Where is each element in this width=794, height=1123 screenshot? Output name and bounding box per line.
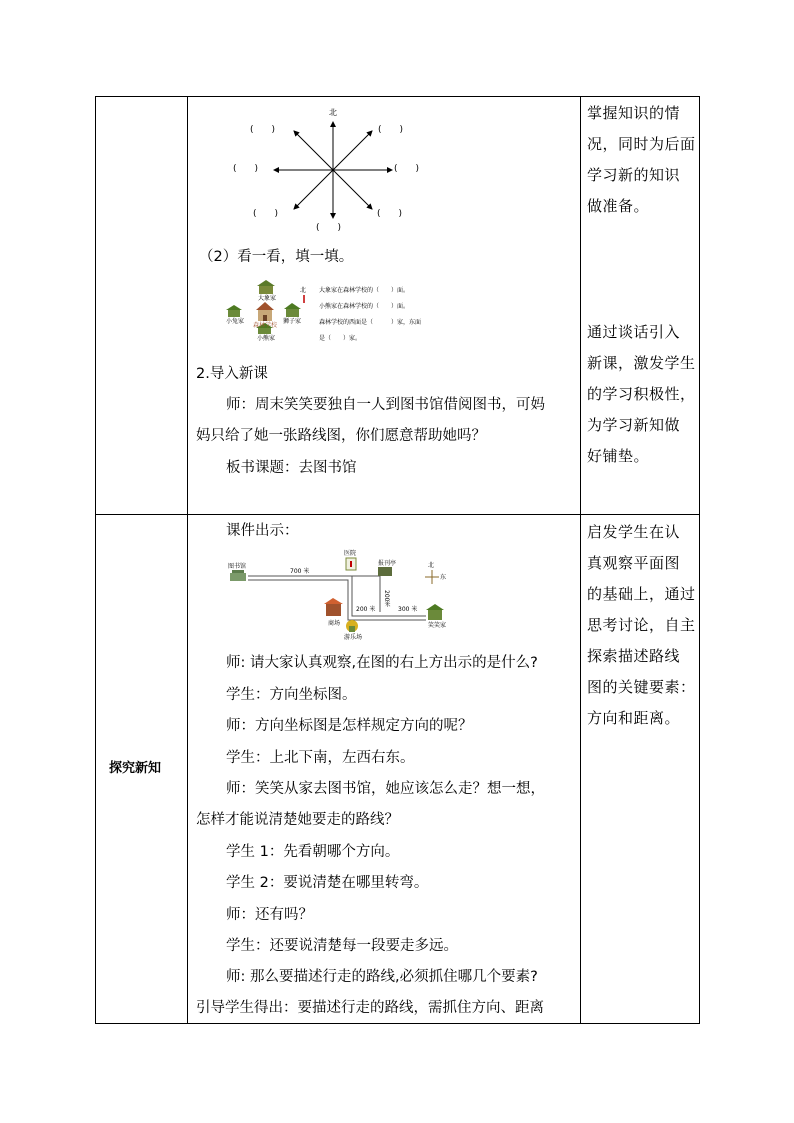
fill-line: 小熊家在森林学校的（ ）面。 [319, 303, 410, 310]
note-line: 学习新的知识 [587, 166, 681, 184]
note-line: 思考讨论，自主 [587, 616, 696, 634]
note-line: 探索描述路线 [587, 647, 681, 665]
label-north: 北 [428, 562, 435, 569]
note-line: 图的关键要素： [587, 678, 696, 696]
small-map-north: 北 [300, 287, 307, 294]
note-line: 掌握知识的情 [587, 104, 681, 122]
label-bear-home: 小熊家 [257, 335, 276, 342]
board-title: 板书课题：去图书馆 [226, 460, 357, 476]
label-home: 笑笑家 [428, 622, 447, 629]
hospital-icon [346, 558, 356, 570]
blank-northwest: ( ) [250, 125, 276, 135]
fill-line: 是（ ）家。 [319, 335, 362, 342]
compass-north-label: 北 [329, 108, 337, 117]
dialogue-line: 引导学生得出：要描述行走的路线，需抓住方向、距离 [196, 1000, 544, 1016]
blank-southwest: ( ) [253, 209, 279, 219]
section-2-title: 2.导入新课 [196, 366, 268, 382]
label-park: 游乐场 [344, 634, 363, 641]
dialogue-line: 师: 请大家认真观察,在图的右上方出示的是什么? [226, 655, 538, 671]
paragraph-line: 师：周末笑笑要独自一人到图书馆借阅图书，可妈 [226, 397, 545, 413]
direction-axis-icon [425, 570, 439, 584]
label-700m: 700 米 [290, 568, 310, 575]
label-hospital: 医院 [344, 550, 357, 557]
note-line: 方向和距离。 [587, 709, 681, 727]
dialogue-line: 师: 那么要描述行走的路线,必须抓住哪几个要素? [226, 969, 538, 985]
note-line: 新课，激发学生 [587, 354, 696, 372]
blank-southeast: ( ) [377, 209, 403, 219]
label-elephant-home: 大象家 [258, 295, 277, 302]
label-rabbit-home: 小兔家 [226, 318, 245, 325]
dialogue-line: 学生：方向坐标图。 [226, 687, 357, 703]
note-line: 为学习新知做 [587, 416, 681, 434]
dialogue-line: 学生：上北下南，左西右东。 [226, 750, 415, 766]
label-200m: 200 米 [356, 606, 376, 613]
dialogue-line: 学生 1：先看朝哪个方向。 [226, 844, 400, 860]
dialogue-line: 怎样才能说清楚她要走的路线？ [196, 812, 399, 828]
label-east: 东 [440, 574, 447, 581]
blank-east: ( ) [394, 164, 420, 174]
note-line: 通过谈话引入 [587, 323, 681, 341]
blank-south: ( ) [316, 223, 342, 233]
kiosk-icon [378, 567, 392, 576]
label-library: 图书馆 [228, 563, 247, 570]
row-label-explore: 探究新知 [109, 761, 162, 776]
note-line: 的学习积极性， [587, 385, 696, 403]
dialogue-line: 师：笑笑从家去图书馆，她应该怎么走？想一想， [226, 781, 545, 797]
note-line: 做准备。 [587, 197, 650, 215]
courseware-label: 课件出示： [226, 523, 299, 539]
dialogue-line: 学生：还要说清楚每一段要走多远。 [226, 938, 458, 954]
note-line: 的基础上，通过 [587, 585, 696, 603]
label-kiosk: 报刊亭 [378, 560, 397, 567]
paragraph-line: 妈只给了她一张路线图，你们愿意帮助她吗？ [196, 428, 486, 444]
fill-line: 大象家在森林学校的（ ）面。 [319, 287, 410, 294]
note-line: 好铺垫。 [587, 447, 650, 465]
home-icon [426, 604, 444, 620]
dialogue-line: 学生 2：要说清楚在哪里转弯。 [226, 875, 429, 891]
dialogue-line: 师：方向坐标图是怎样规定方向的呢？ [226, 718, 473, 734]
label-lion-home: 狮子家 [283, 318, 302, 325]
blank-west: ( ) [233, 164, 259, 174]
label-300m: 300 米 [398, 606, 418, 613]
dialogue-line: 师：还有吗？ [226, 907, 313, 923]
park-icon [346, 620, 358, 632]
note-line: 况，同时为后面 [587, 135, 696, 153]
question-2-heading: （2）看一看，填一填。 [199, 249, 354, 265]
label-forest-school: 森林学校 [253, 322, 278, 329]
label-mall: 商场 [328, 620, 341, 627]
fill-line: 森林学校的西面是（ ）家，东面 [319, 319, 422, 326]
note-line: 启发学生在认 [587, 523, 681, 541]
blank-northeast: ( ) [378, 125, 404, 135]
note-line: 真观察平面图 [587, 554, 681, 572]
library-icon [230, 570, 246, 581]
mall-icon [324, 598, 343, 616]
label-200m-vertical: 200米 [383, 590, 390, 608]
